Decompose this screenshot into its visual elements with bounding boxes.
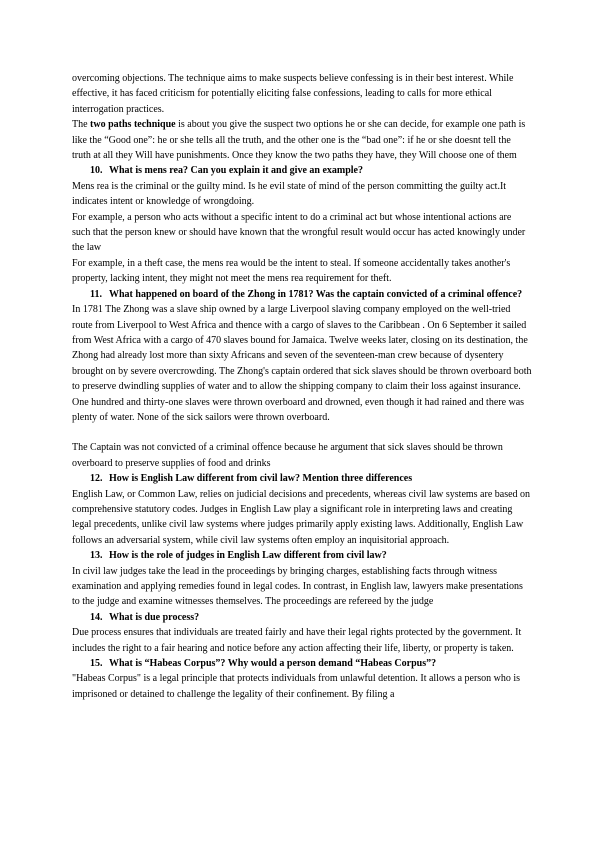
two-paths-term: two paths technique <box>90 119 176 131</box>
intro-rest: is about you give the suspect two options he or she can decide, for example one path is like the “Good one”: he or she tells all the truth, and the other one is the “bad one”: if he or she doesnt tell the truth at all they Will have punishments. Once they know the two paths they have, they Will choose one of them <box>72 119 526 162</box>
answer-paragraph: For example, in a theft case, the mens rea would be the intent to steal. If someone accidentally takes another's property, lacking intent, they might not meet the mens rea requirement for theft. <box>72 257 511 285</box>
answer-paragraph: In civil law judges take the lead in the proceedings by bringing charges, establishing facts through witness examination and applying remedies found in legal codes. In contrast, in English law, lawyers make presentations to the judge and examine witnesses themselves. The proceedings are refereed by the judge <box>72 565 523 608</box>
question-number: 11. <box>90 288 102 300</box>
document-page <box>72 71 532 702</box>
answer-paragraph: In 1781 The Zhong was a slave ship owned by a large Liverpool slaving company employed on the well-tried route from Liverpool to West Africa and thence with a cargo of slaves to the Caribbean . On 6 September it sailed from West Africa with a cargo of 470 slaves bound for Jamaica. Twelve weeks later, closing on its destination, the Zhong had already lost more than sixty Africans and seven of the seventeen-man crew because of dysentery brought on by severe overcrowding. The Zhong's captain ordered that sick slaves should be thrown overboard both to preserve dwindling supplies of water and to allow the shipping company to claim their loss against insurance. One hundred and thirty-one slaves were thrown overboard and drowned, even though it had rained and there was plenty of water. None of the sick sailors were thrown overboard. <box>72 304 532 423</box>
question-11-heading <box>72 287 532 302</box>
question-number: 15. <box>90 658 103 670</box>
answer-paragraph: The Captain was not convicted of a criminal offence because he argument that sick slaves should be thrown overboard to preserve supplies of food and drinks <box>72 442 503 469</box>
question-10-heading <box>72 163 532 178</box>
intro-paragraph-2 <box>72 117 532 163</box>
question-14-heading <box>72 610 532 625</box>
question-title: What is mens rea? Can you explain it and give an example? <box>109 165 363 177</box>
question-13-heading <box>72 548 532 563</box>
question-title: How is the role of judges in English Law different from civil law? <box>109 550 387 562</box>
question-title: What is “Habeas Corpus”? Why would a person demand “Habeas Corpus”? <box>109 658 437 670</box>
question-title: How is English Law different from civil law? Mention three differences <box>109 473 413 485</box>
answer-paragraph: Due process ensures that individuals are treated fairly and have their legal rights protected by the government. It includes the right to a fair hearing and notice before any action affecting their life, liberty, or property is taken. <box>72 627 522 654</box>
question-15-heading <box>72 656 532 671</box>
question-12-heading <box>72 471 532 486</box>
intro-prefix: The <box>72 119 91 131</box>
answer-paragraph: For example, a person who acts without a specific intent to do a criminal act but whose intentional actions are such that the person knew or should have known that the wrongful result would occur has acted knowingly under the law <box>72 211 526 254</box>
answer-paragraph: Mens rea is the criminal or the guilty mind. Is he evil state of mind of the person committing the guilty act.It indicates intent or knowledge of wrongdoing. <box>72 180 507 208</box>
answer-paragraph: "Habeas Corpus" is a legal principle that protects individuals from unlawful detention. It allows a person who is imprisoned or detained to challenge the legality of their confinement. By filing a <box>72 673 521 700</box>
question-number: 12. <box>90 473 103 485</box>
question-number: 10. <box>90 165 103 177</box>
answer-paragraph: English Law, or Common Law, relies on judicial decisions and precedents, whereas civil law systems are based on comprehensive statutory codes. Judges in English Law play a significant role in interpreting laws and creating legal precedents, unlike civil law systems where judges primarily apply existing laws. Additionally, English Law follows an adversarial system, while civil law systems often employ an inquisitorial approach. <box>72 488 531 546</box>
paragraph-gap <box>72 425 532 440</box>
question-number: 14. <box>90 611 103 623</box>
question-title: What is due process? <box>109 611 200 623</box>
question-title: What happened on board of the Zhong in 1781? Was the captain convicted of a criminal offence? <box>109 288 523 300</box>
intro-paragraph-1: overcoming objections. The technique aims to make suspects believe confessing is in their best interest. While effective, it has faced criticism for potentially eliciting false confessions, leading to calls for more ethical interrogation practices. <box>72 73 514 115</box>
question-number: 13. <box>90 550 103 562</box>
